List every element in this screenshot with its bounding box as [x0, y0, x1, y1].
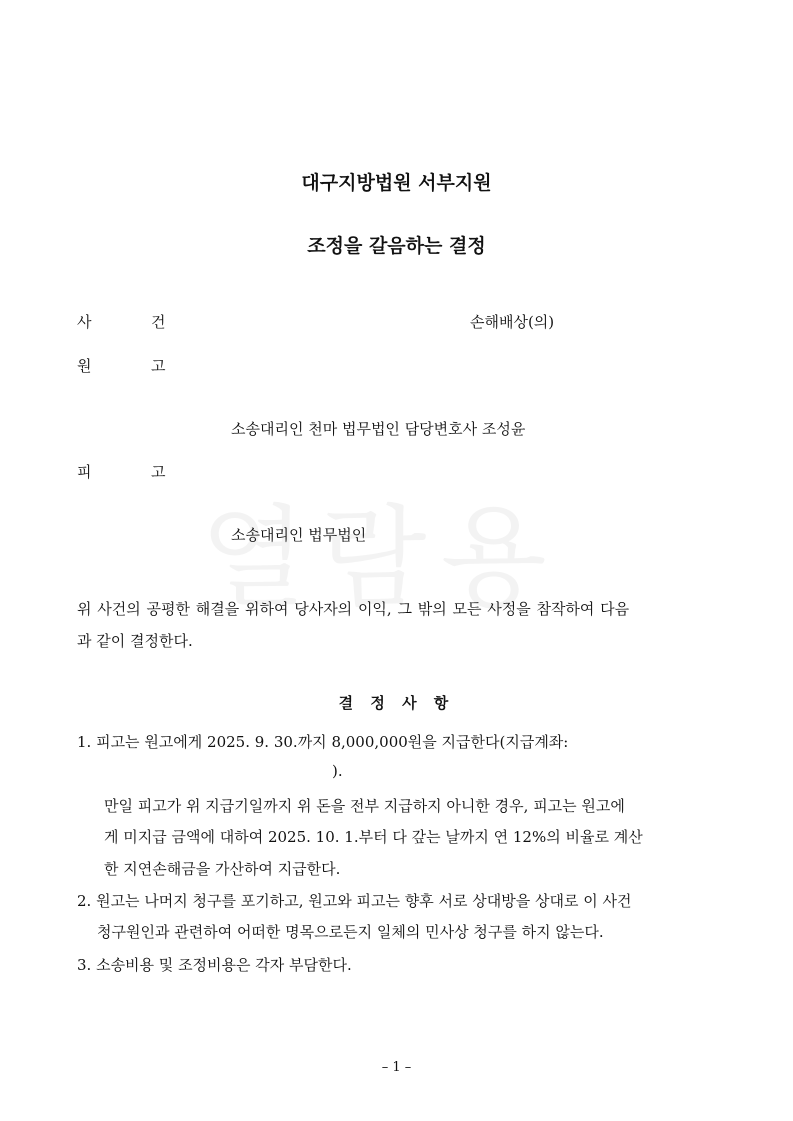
ruling-item-1-line-3: 만일 피고가 위 지급기일까지 위 돈을 전부 지급하지 아니한 경우, 피고는 원고에 [104, 797, 625, 815]
defendant-counsel: 소송대리인 법무법인 [231, 526, 367, 544]
ruling-item-2-line-1: 2. 원고는 나머지 청구를 포기하고, 원고와 피고는 향후 서로 상대방을 상대로 이 사건 [77, 892, 632, 910]
ruling-item-2-line-2: 청구원인과 관련하여 어떠한 명목으로든지 일체의 민사상 청구를 하지 않는다. [97, 923, 604, 941]
defendant-label-second: 고 [151, 463, 166, 481]
case-label-second: 건 [151, 313, 166, 331]
page-number: – 1 – [381, 1060, 412, 1075]
document-title: 조정을 갈음하는 결정 [307, 235, 486, 257]
intro-line-2: 과 같이 결정한다. [77, 632, 193, 650]
case-label-first: 사 [77, 313, 92, 331]
ruling-item-1-line-5: 한 지연손해금을 가산하여 지급한다. [104, 860, 341, 878]
intro-line-1: 위 사건의 공평한 해결을 위하여 당사자의 이익, 그 밖의 모든 사정을 참작하여 다음 [77, 600, 630, 618]
plaintiff-counsel: 소송대리인 천마 법무법인 담당변호사 조성윤 [231, 420, 526, 438]
ruling-title: 결 정 사 항 [338, 694, 455, 712]
court-name: 대구지방법원 서부지원 [301, 172, 492, 194]
ruling-item-3-line-1: 3. 소송비용 및 조정비용은 각자 부담한다. [77, 956, 352, 974]
ruling-item-1-line-1: 1. 피고는 원고에게 2025. 9. 30.까지 8,000,000원을 지급한다(지급계좌: [77, 733, 569, 751]
case-name: 손해배상(의) [470, 313, 555, 331]
plaintiff-label-first: 원 [77, 357, 92, 375]
ruling-item-1-line-4: 게 미지급 금액에 대하여 2025. 10. 1.부터 다 갚는 날까지 연 12%의 비율로 계산 [104, 828, 643, 846]
ruling-item-1-line-2: ). [332, 762, 343, 780]
defendant-label-first: 피 [77, 463, 92, 481]
plaintiff-label-second: 고 [151, 357, 166, 375]
